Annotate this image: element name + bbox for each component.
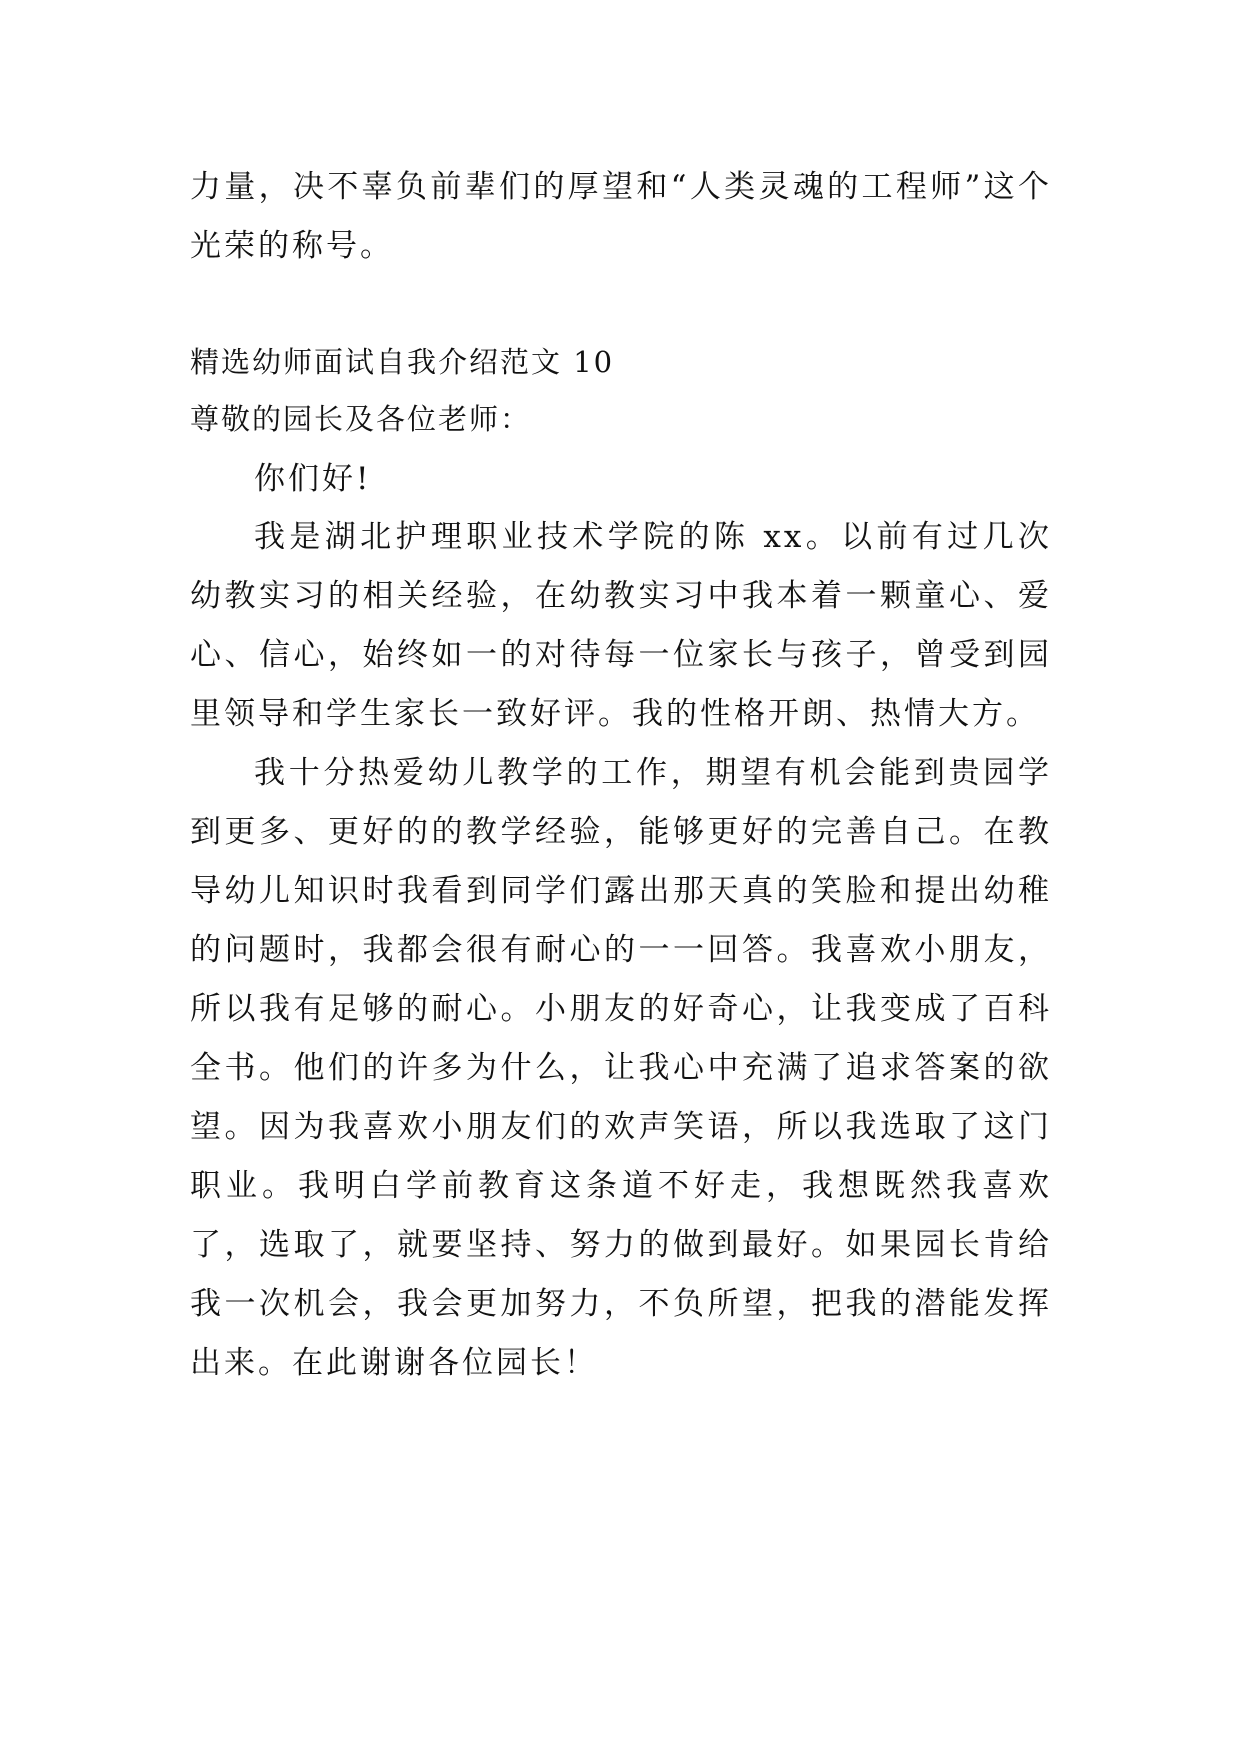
body-paragraph-2: 我十分热爱幼儿教学的工作，期望有机会能到贵园学到更多、更好的的教学经验，能够更好的完善自己。在教导幼儿知识时我看到同学们露出那天真的笑脸和提出幼稚的问题时，我都会很有耐心的一一回答。我喜欢小朋友，所以我有足够的耐心。小朋友的好奇心，让我变成了百科全书。他们的许多为什么，让我心中充满了追求答案的欲望。因为我喜欢小朋友们的欢声笑语，所以我选取了这门职业。我明白学前教育这条道不好走，我想既然我喜欢了，选取了，就要坚持、努力的做到最好。如果园长肯给我一次机会，我会更加努力，不负所望，把我的潜能发挥出来。在此谢谢各位园长！ <box>190 755 1052 1381</box>
greeting-line: 你们好! <box>254 461 372 497</box>
body-paragraph-1: 我是湖北护理职业技术学院的陈 xx。以前有过几次幼教实习的相关经验，在幼教实习中我本着一颗童心、爱心、信心，始终如一的对待每一位家长与孩子，曾受到园里领导和学生家长一致好评。我的性格开朗、热情大方。 <box>190 519 1052 732</box>
salutation: 尊敬的园长及各位老师： <box>190 402 532 436</box>
section-title: 精选幼师面试自我介绍范文 10 <box>190 345 615 379</box>
continuation-paragraph: 力量，决不辜负前辈们的厚望和“人类灵魂的工程师”这个光荣的称号。 <box>190 169 1052 264</box>
